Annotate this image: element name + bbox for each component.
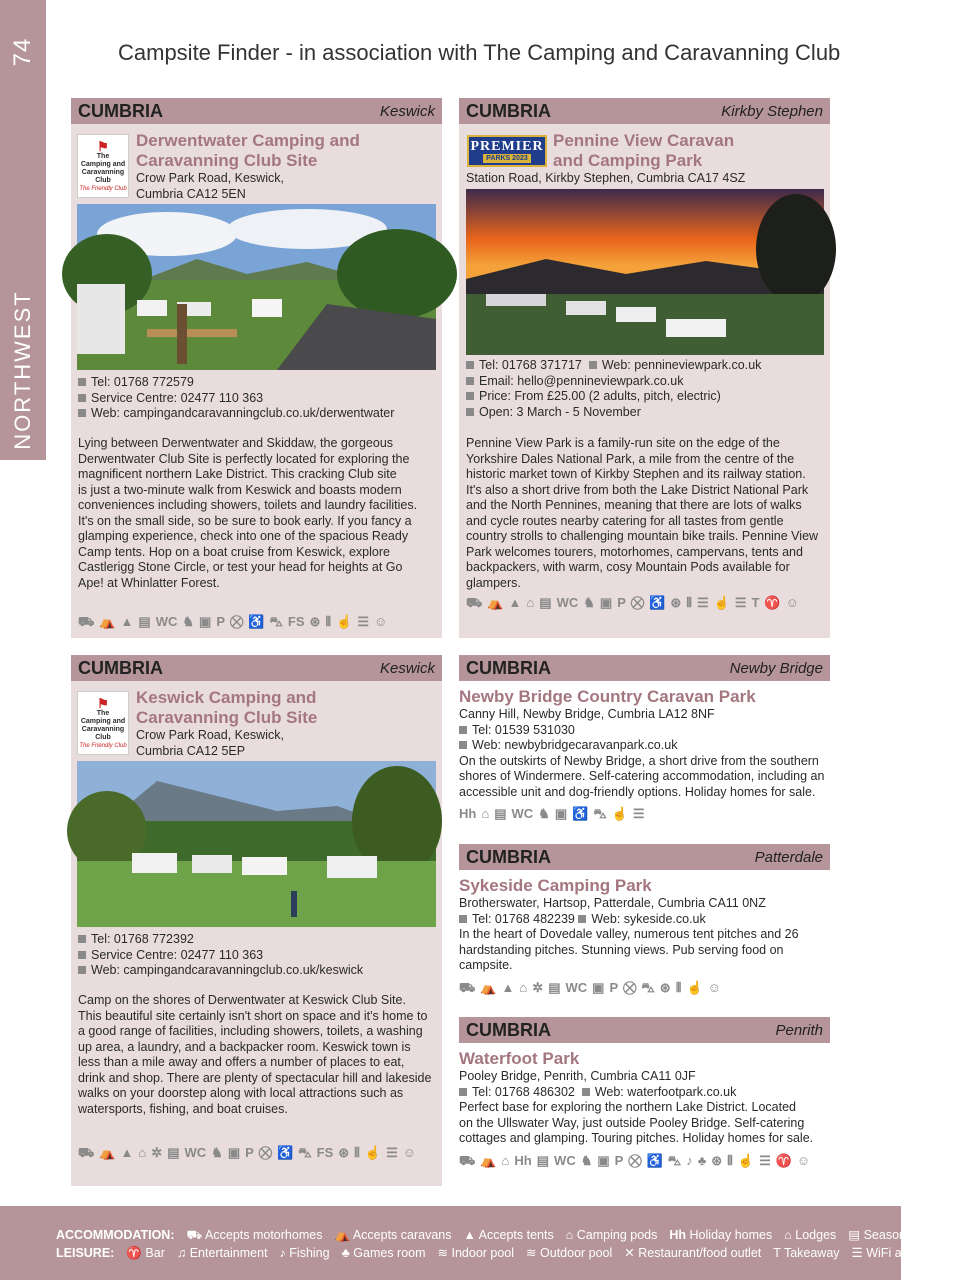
card-location: Keswick (379, 659, 435, 677)
tent-icon: ▲ (508, 595, 522, 610)
campsite-card (71, 655, 442, 1186)
takeaway-icon: T (773, 1246, 781, 1260)
site-title: Caravanning Club Site (136, 151, 318, 170)
hand-icon: ☝ (364, 1145, 382, 1160)
wc-icon: WC (554, 1152, 576, 1168)
card-header (459, 844, 830, 870)
dog-icon: ♞ (538, 806, 550, 821)
entertainment-icon: ♫ (176, 1246, 187, 1260)
bar-icon: ♈ (126, 1246, 142, 1260)
fishing-icon: ♪ (686, 1152, 693, 1168)
page-number: 74 (9, 37, 36, 67)
shop-icon: ⛒ (258, 1145, 273, 1160)
hand-icon: ☝ (686, 979, 703, 995)
tel: Tel: 01768 482239 (459, 912, 575, 926)
price: Price: From £25.00 (2 adults, pitch, electric) (466, 389, 761, 405)
card-region: CUMBRIA (466, 657, 551, 678)
description: Camp on the shores of Derwentwater at Keswick Club Site. This beautiful site certainly isn't short on space and it's home to a good range of facilities, including showers, toilets, a washing up area, a laundry, and a backpacker room. Keswick town is less than a mile away and offers a number of places to eat, drink and shop. There are plenty of spectacular hill and lakeside walks on your doorstep along with local attractions such as watersports, fishing, and boat cruises. (78, 993, 432, 1116)
site-photo (466, 189, 824, 355)
card-header (459, 1017, 830, 1043)
family-icon: ☺ (402, 1145, 417, 1160)
site-photo (77, 204, 436, 370)
region-label: NORTHWEST (10, 290, 35, 450)
parking-icon: P (216, 614, 226, 629)
wifi-icon: ☰ (851, 1246, 863, 1260)
laundry-icon: ▣ (199, 614, 212, 629)
web-link[interactable]: Web: newbybridgecaravanpark.co.uk (459, 738, 830, 754)
card-location: Penrith (775, 1021, 823, 1039)
address: Pooley Bridge, Penrith, Cumbria CA11 0JF (459, 1069, 696, 1083)
hand-icon: ☝ (336, 614, 353, 629)
parking-icon: P (614, 1152, 624, 1168)
card-location: Kirkby Stephen (721, 102, 823, 120)
address: Cumbria CA12 5EP (136, 743, 246, 758)
site-title: Pennine View Caravan (553, 131, 735, 150)
site-title: Sykeside Camping Park (459, 876, 652, 895)
pod-icon: ⌂ (519, 979, 528, 995)
site-title: Keswick Camping and (136, 688, 317, 707)
address: Cumbria CA12 5EN (136, 186, 246, 201)
address: Crow Park Road, Keswick, (136, 728, 284, 742)
accessible-icon: ♿ (649, 595, 666, 610)
rail-icon: ☰ (696, 595, 709, 610)
tent-icon: ▲ (120, 1145, 134, 1160)
pod-icon: ⌂ (138, 1145, 147, 1160)
motorhome-icon: ⛟ (459, 979, 476, 995)
parking-icon: P (245, 1145, 254, 1160)
motorhome-icon: ⛟ (78, 1145, 95, 1160)
campsite-listing (459, 1017, 830, 1170)
pod-icon: ⌂ (526, 595, 535, 610)
laundry-icon: ▣ (597, 1152, 610, 1168)
card-header (71, 655, 442, 681)
dog-icon: ♞ (182, 614, 195, 629)
description: Lying between Derwentwater and Skiddaw, the gorgeous Derwentwater Club Site is perfectly located for exploring the magnificent northern Lake District. This cracking Club site is just a two-minute walk from Keswick and boasts modern conveniences including showers, toilets and laundry facilities. It's on the small side, so be sure to book early. If you fancy a glamping experience, check into one of the spacious Ready Camp tents. Hop on a boat cruise from Keswick, explore Castlerigg Stone Circle, or test your head for heights at Go Ape! at Whinlatter Forest. (78, 436, 418, 590)
dog-icon: ♞ (583, 595, 595, 610)
caravan-icon: ⛺ (99, 1145, 116, 1160)
electric-icon: ⦀ (686, 595, 692, 610)
side-tab (0, 0, 46, 460)
seasonal-icon: ▤ (138, 614, 151, 629)
caravan-icon: ⛺ (334, 1228, 351, 1242)
address: Canny Hill, Newby Bridge, Cumbria LA12 8NF (459, 707, 715, 721)
tent-icon: ▲ (501, 979, 515, 995)
web-link[interactable]: Web: sykeside.co.uk (578, 912, 705, 926)
address: Brotherswater, Hartsop, Patterdale, Cumbria CA11 0NZ (459, 896, 766, 910)
electric-icon: ⦀ (325, 614, 332, 629)
seasonal-icon: ▤ (539, 595, 552, 610)
tent-icon: ▲ (463, 1228, 476, 1242)
snowflake-icon: ✲ (532, 979, 544, 995)
leisure-legend: LEISURE: ♈ Bar ♫ Entertainment ♪ Fishing ♣ Games room ≋ Indoor pool ≋ Outdoor pool ✕ Restaurant/food outlet T Takeaway ☰ WiFi available (56, 1246, 945, 1260)
seasonal-icon: ▤ (494, 806, 507, 821)
pod-icon: ⌂ (565, 1228, 574, 1242)
electric-icon: ⦀ (727, 1152, 733, 1168)
fs-icon: FS (316, 1145, 334, 1160)
lodges-icon: ⌂ (784, 1228, 792, 1242)
site-title: Newby Bridge Country Caravan Park (459, 687, 756, 706)
wifi-icon: ☰ (734, 595, 747, 610)
card-region: CUMBRIA (466, 100, 551, 121)
seasonal-icon: ▤ (848, 1228, 861, 1242)
wc-icon: WC (511, 806, 534, 821)
facility-icons (459, 979, 830, 997)
card-location: Patterdale (754, 848, 823, 866)
fs-icon: FS (287, 614, 305, 629)
gas-icon: ⊛ (338, 1145, 350, 1160)
site-photo (77, 761, 436, 927)
restaurant-icon: ✕ (624, 1246, 635, 1260)
site-title: Waterfoot Park (459, 1049, 580, 1068)
web-link[interactable]: Web: campingandcaravanningclub.co.uk/derwentwater (78, 406, 394, 422)
tel: Tel: 01768 772579 (78, 375, 394, 391)
seasonal-icon: ▤ (548, 979, 561, 995)
club-logo: ⚑ The Camping and Caravanning Club The Friendly Club (77, 134, 129, 198)
description: On the outskirts of Newby Bridge, a short drive from the southern shores of Windermere. Self-catering accommodation, including an accessible unit and dog-friendly options. Holiday homes for sale. (459, 753, 825, 799)
card-region: CUMBRIA (78, 100, 163, 121)
parking-icon: P (609, 979, 619, 995)
card-header (459, 655, 830, 681)
laundry-icon: ▣ (227, 1145, 241, 1160)
dog-icon: ♞ (580, 1152, 593, 1168)
bus-icon: ⛍ (298, 1145, 312, 1160)
accessible-icon: ♿ (248, 614, 265, 629)
description: Pennine View Park is a family-run site on the edge of the Yorkshire Dales National Park, a mile from the centre of the historic market town of Kirkby Stephen and its railway station. It's also a short drive from both the Lake District National Park and the North Pennines, meaning that there are lots of walks and cycle routes nearby catering for all tastes from gentle country strolls to challenging mountain bike trails. Pennine View Park welcomes tourers, motorhomes, campervans, tents and backpackers, with warm, cosy Mountain Pods available for glampers. (466, 436, 819, 590)
fishing-icon: ♪ (279, 1246, 286, 1260)
wifi-icon: ☰ (357, 614, 369, 629)
web-link[interactable]: Web: waterfootpark.co.uk (582, 1085, 737, 1099)
campsite-listing (459, 844, 830, 997)
snowflake-icon: ✲ (151, 1145, 163, 1160)
hand-icon: ☝ (611, 806, 628, 821)
tel: Tel: 01768 772392 (78, 932, 363, 948)
outdoor-pool-icon: ≋ (526, 1246, 537, 1260)
shop-icon: ⛒ (623, 979, 637, 995)
gas-icon: ⊛ (659, 979, 671, 995)
lodges-icon: ⌂ (481, 806, 490, 821)
club-logo: ⚑ The Camping and Caravanning Club The Friendly Club (77, 691, 129, 755)
page-header: Campsite Finder - in association with The Camping and Caravanning Club (118, 40, 841, 65)
motorhome-icon: ⛟ (466, 595, 483, 610)
card-region: CUMBRIA (466, 846, 551, 867)
facility-icons (78, 613, 438, 631)
shop-icon: ⛒ (230, 614, 244, 629)
address: Crow Park Road, Keswick, (136, 171, 284, 185)
holiday-homes-icon: Hh (459, 806, 477, 821)
tel: Tel: 01768 371717 (466, 358, 582, 372)
tel: Tel: 01768 486302 (459, 1085, 575, 1099)
card-header (71, 98, 442, 124)
holiday-homes-icon: Hh (669, 1228, 687, 1242)
laundry-icon: ▣ (599, 595, 613, 610)
bar-icon: ♈ (775, 1152, 792, 1168)
premier-parks-logo: PREMIER PARKS 2023 (467, 135, 547, 167)
holiday-homes-icon: Hh (514, 1152, 532, 1168)
campsite-card (459, 98, 830, 638)
caravan-icon: ⛺ (487, 595, 504, 610)
family-icon: ☺ (373, 614, 388, 629)
gas-icon: ⊛ (670, 595, 682, 610)
gas-icon: ⊛ (309, 614, 321, 629)
accessible-icon: ♿ (646, 1152, 663, 1168)
motorhome-icon: ⛟ (459, 1152, 476, 1168)
web-link[interactable]: Web: pennineviewpark.co.uk (589, 358, 762, 372)
tel: Tel: 01539 531030 (459, 723, 830, 739)
email-link[interactable]: Email: hello@pennineviewpark.co.uk (466, 374, 761, 390)
wifi-icon: ☰ (386, 1145, 398, 1160)
electric-icon: ⦀ (354, 1145, 360, 1160)
tent-icon: ▲ (120, 614, 134, 629)
description: Perfect base for exploring the northern Lake District. Located on the Ullswater Way, just outside Pooley Bridge. Self-catering cottages and glamping. Touring pitches. Holiday homes for sale. (459, 1100, 814, 1145)
site-title: and Camping Park (553, 151, 703, 170)
bus-icon: ⛍ (593, 806, 607, 821)
caravan-icon: ⛺ (99, 614, 116, 629)
caravan-icon: ⛺ (480, 979, 497, 995)
electric-icon: ⦀ (675, 979, 682, 995)
seasonal-icon: ▤ (167, 1145, 180, 1160)
wc-icon: WC (556, 595, 579, 610)
legend-footer (0, 1206, 959, 1280)
laundry-icon: ▣ (592, 979, 605, 995)
games-room-icon: ♣ (697, 1152, 707, 1168)
shop-icon: ⛒ (630, 595, 645, 610)
wifi-icon: ☰ (632, 806, 645, 821)
accessible-icon: ♿ (572, 806, 589, 821)
shop-icon: ⛒ (628, 1152, 642, 1168)
motorhome-icon: ⛟ (186, 1228, 203, 1242)
open-dates: Open: 3 March - 5 November (466, 405, 761, 421)
card-header (459, 98, 830, 124)
description: In the heart of Dovedale valley, numerous tent pitches and 26 hardstanding pitches. Stunning views. Pub serving food on campsite. (459, 927, 799, 972)
facility-icons (459, 805, 830, 823)
facility-icons (466, 594, 826, 612)
facility-icons (459, 1152, 819, 1170)
hand-icon: ☝ (713, 595, 730, 610)
card-region: CUMBRIA (78, 657, 163, 678)
campsite-listing (459, 655, 830, 823)
web-link[interactable]: Web: campingandcaravanningclub.co.uk/keswick (78, 963, 363, 979)
bus-icon: ⛍ (269, 614, 283, 629)
takeaway-icon: T (751, 595, 760, 610)
wc-icon: WC (565, 979, 588, 995)
gas-icon: ⊛ (711, 1152, 723, 1168)
motorhome-icon: ⛟ (78, 614, 95, 629)
card-region: CUMBRIA (466, 1019, 551, 1040)
campsite-card (71, 98, 442, 638)
card-location: Newby Bridge (729, 659, 823, 677)
family-icon: ☺ (707, 979, 721, 995)
games-room-icon: ♣ (341, 1246, 350, 1260)
service-centre: Service Centre: 02477 110 363 (78, 948, 363, 964)
site-title: Derwentwater Camping and (136, 131, 360, 150)
service-centre: Service Centre: 02477 110 363 (78, 391, 394, 407)
dog-icon: ♞ (211, 1145, 223, 1160)
parking-icon: P (617, 595, 626, 610)
wc-icon: WC (155, 614, 178, 629)
card-location: Keswick (379, 102, 435, 120)
facility-icons (78, 1144, 428, 1162)
wifi-icon: ☰ (759, 1152, 771, 1168)
bus-icon: ⛍ (641, 979, 655, 995)
hand-icon: ☝ (737, 1152, 755, 1168)
bus-icon: ⛍ (667, 1152, 682, 1168)
family-icon: ☺ (785, 595, 799, 610)
wc-icon: WC (184, 1145, 207, 1160)
family-icon: ☺ (796, 1152, 811, 1168)
accommodation-legend: ACCOMMODATION: ⛟ Accepts motorhomes ⛺ Accepts caravans ▲ Accepts tents ⌂ Camping pods Hh Holiday homes ⌂ Lodges ▤ Seasonal pitches (56, 1228, 959, 1242)
address: Station Road, Kirkby Stephen, Cumbria CA17 4SZ (466, 171, 746, 185)
site-title: Caravanning Club Site (136, 708, 318, 727)
pod-icon: ⌂ (501, 1152, 510, 1168)
bar-icon: ♈ (764, 595, 781, 610)
laundry-icon: ▣ (554, 806, 568, 821)
accessible-icon: ♿ (277, 1145, 294, 1160)
seasonal-icon: ▤ (536, 1152, 550, 1168)
indoor-pool-icon: ≋ (437, 1246, 448, 1260)
caravan-icon: ⛺ (480, 1152, 497, 1168)
